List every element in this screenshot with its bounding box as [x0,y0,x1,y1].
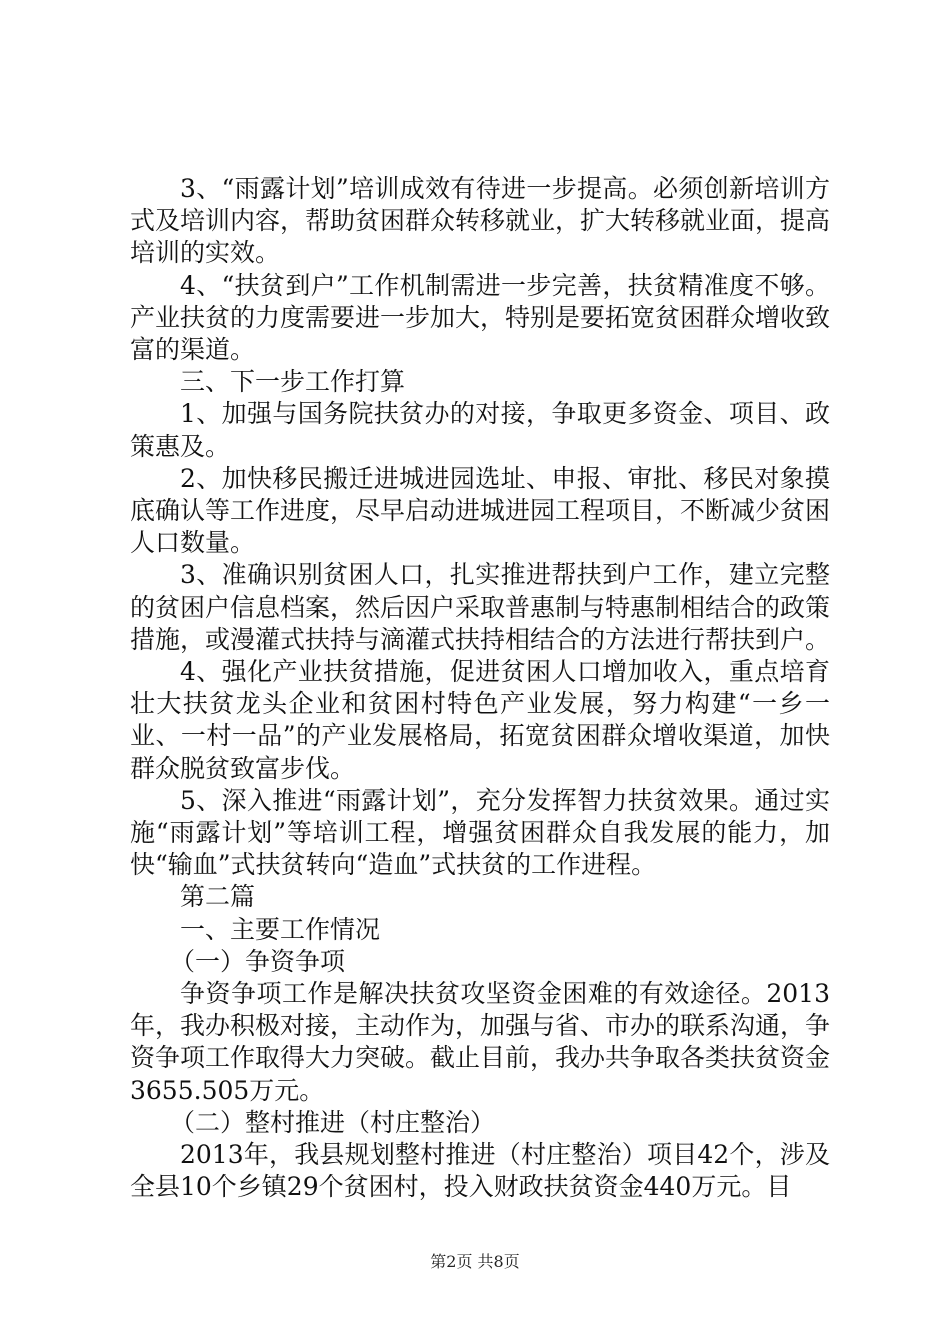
paragraph-plan-2: 2、加快移民搬迁进城进园选址、申报、审批、移民对象摸底确认等工作进度，尽早启动进城进园工程项目，不断减少贫困人口数量。 [130,463,831,558]
paragraph-plan-1: 1、加强与国务院扶贫办的对接，争取更多资金、项目、政策惠及。 [130,399,830,461]
subsection-heading-funding: （一）争资争项 [170,946,346,976]
part-heading-second: 第二篇 [180,882,256,912]
section-heading-main-work: 一、主要工作情况 [180,914,381,944]
paragraph-problem-3: 3、“雨露计划”培训成效有待进一步提高。必须创新培训方式及培训内容，帮助贫困群众转移就业，扩大转移就业面，提高培训的实效。 [130,174,831,268]
page-number-footer: 第2页 共8页 [430,1252,520,1271]
document-body [130,173,830,1204]
paragraph-plan-5: 5、深入推进“雨露计划”，充分发挥智力扶贫效果。通过实施“雨露计划”等培训工程，增强贫困群众自我发展的能力，加快“输血”式扶贫转向“造血”式扶贫的工作进程。 [130,785,830,880]
paragraph-village: 2013年，我县规划整村推进（村庄整治）项目42个，涉及全县10个乡镇29个贫困村，投入财政扶贫资金440万元。目 [130,1140,830,1202]
paragraph-problem-4: 4、“扶贫到户”工作机制需进一步完善，扶贫精准度不够。产业扶贫的力度需要进一步加大，特别是要拓宽贫困群众增收致富的渠道。 [130,270,831,365]
subsection-heading-village: （二）整村推进（村庄整治） [170,1107,496,1137]
paragraph-funding: 争资争项工作是解决扶贫攻坚资金困难的有效途径。2013年，我办积极对接，主动作为，加强与省、市办的联系沟通，争资争项工作取得大力突破。截止目前，我办共争取各类扶贫资金3655.505万元。 [130,979,831,1105]
paragraph-plan-4: 4、强化产业扶贫措施，促进贫困人口增加收入，重点培育壮大扶贫龙头企业和贫困村特色产业发展，努力构建“一乡一业、一村一品”的产业发展格局，拓宽贫困群众增收渠道，加快群众脱贫致富步伐。 [130,657,830,783]
paragraph-plan-3: 3、准确识别贫困人口，扎实推进帮扶到户工作，建立完整的贫困户信息档案，然后因户采取普惠制与特惠制相结合的政策措施，或漫灌式扶持与滴灌式扶持相结合的方法进行帮扶到户。 [130,560,831,654]
section-heading-next-steps: 三、下一步工作打算 [180,367,406,397]
